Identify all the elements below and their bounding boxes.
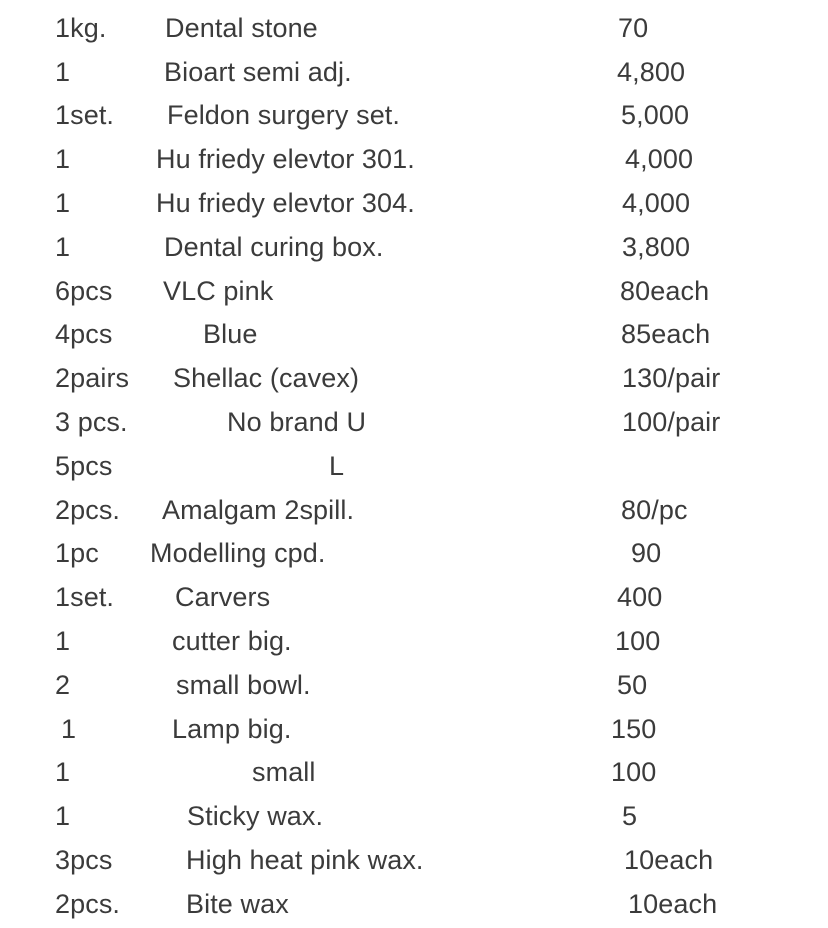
item-name: Hu friedy elevtor 301. <box>156 144 415 174</box>
item-quantity: 2 <box>55 670 71 700</box>
item-price: 150 <box>611 714 657 744</box>
list-item <box>0 575 828 619</box>
item-quantity: 1 <box>55 144 71 174</box>
list-item <box>0 400 828 444</box>
item-name: Dental stone <box>165 13 318 43</box>
item-price: 10each <box>628 889 718 919</box>
item-quantity: 2pcs. <box>55 495 121 525</box>
list-item <box>0 794 828 838</box>
list-item <box>0 619 828 663</box>
item-quantity: 1 <box>55 757 71 787</box>
item-name: Amalgam 2spill. <box>162 495 355 525</box>
list-item <box>0 707 828 751</box>
item-quantity: 1 <box>61 714 77 744</box>
list-item <box>0 50 828 94</box>
item-quantity: 3 pcs. <box>55 407 128 437</box>
item-name: Modelling cpd. <box>150 538 326 568</box>
list-item <box>0 181 828 225</box>
item-price: 5 <box>622 801 638 831</box>
item-price: 100 <box>611 757 657 787</box>
item-name: Hu friedy elevtor 304. <box>156 188 415 218</box>
list-item <box>0 356 828 400</box>
item-price: 85each <box>621 319 711 349</box>
item-name: VLC pink <box>163 276 274 306</box>
item-name: No brand U <box>227 407 367 437</box>
list-item <box>0 488 828 532</box>
list-item <box>0 838 828 882</box>
item-name: L <box>329 451 345 481</box>
item-quantity: 5pcs <box>55 451 113 481</box>
item-name: cutter big. <box>172 626 292 656</box>
item-price: 130/pair <box>622 363 721 393</box>
item-name: Lamp big. <box>172 714 292 744</box>
item-name: small bowl. <box>176 670 311 700</box>
item-name: High heat pink wax. <box>186 845 424 875</box>
list-item <box>0 6 828 50</box>
item-quantity: 6pcs <box>55 276 113 306</box>
item-quantity: 1 <box>55 626 71 656</box>
item-quantity: 1pc <box>55 538 99 568</box>
item-quantity: 4pcs <box>55 319 113 349</box>
item-price: 70 <box>618 13 649 43</box>
item-name: Bioart semi adj. <box>164 57 352 87</box>
item-quantity: 2pairs <box>55 363 130 393</box>
list-item <box>0 225 828 269</box>
item-quantity: 3pcs <box>55 845 113 875</box>
item-name: Feldon surgery set. <box>167 100 401 130</box>
item-quantity: 1set. <box>55 582 115 612</box>
item-price: 4,000 <box>622 188 691 218</box>
list-item <box>0 312 828 356</box>
item-name: small <box>252 757 316 787</box>
item-name: Sticky wax. <box>187 801 324 831</box>
list-item <box>0 93 828 137</box>
item-quantity: 1 <box>55 188 71 218</box>
item-price: 4,000 <box>625 144 694 174</box>
item-price: 5,000 <box>621 100 690 130</box>
list-item <box>0 137 828 181</box>
item-price: 4,800 <box>617 57 686 87</box>
item-quantity: 1 <box>55 801 71 831</box>
item-price: 100/pair <box>622 407 721 437</box>
list-item <box>0 882 828 926</box>
list-item <box>0 269 828 313</box>
item-price: 80each <box>620 276 710 306</box>
item-name: Carvers <box>175 582 271 612</box>
item-name: Shellac (cavex) <box>173 363 360 393</box>
item-quantity: 1 <box>55 232 71 262</box>
item-price: 3,800 <box>622 232 691 262</box>
item-price: 50 <box>617 670 648 700</box>
item-name: Blue <box>203 319 258 349</box>
item-quantity: 1 <box>55 57 71 87</box>
item-quantity: 2pcs. <box>55 889 121 919</box>
list-item <box>0 663 828 707</box>
item-quantity: 1kg. <box>55 13 107 43</box>
item-price: 80/pc <box>621 495 688 525</box>
list-item <box>0 531 828 575</box>
item-price: 90 <box>631 538 662 568</box>
item-quantity: 1set. <box>55 100 115 130</box>
item-name: Dental curing box. <box>164 232 384 262</box>
list-item <box>0 750 828 794</box>
item-price: 10each <box>624 845 714 875</box>
list-item <box>0 444 828 488</box>
item-price: 400 <box>617 582 663 612</box>
item-price: 100 <box>615 626 661 656</box>
item-name: Bite wax <box>186 889 289 919</box>
